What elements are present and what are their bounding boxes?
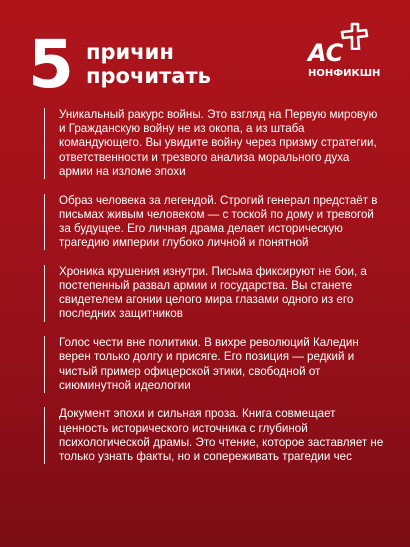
cross-figure-icon [338, 22, 374, 50]
logo-subtitle: НОНФИКШН [308, 68, 381, 79]
big-number: 5 [28, 26, 74, 103]
publisher-logo [308, 22, 380, 88]
title-line-2: прочитать [86, 64, 211, 88]
reason-item: Голос чести вне политики. В вихре революций Каледин верен только долгу и присяге. Его позиция — редкий и чистый пример офицерской этики, свободной от сиюминутной идеологии [44, 336, 384, 393]
title-line-1: причин [86, 40, 174, 64]
reason-item: Образ человека за легендой. Строгий генерал предстаёт в письмах живым человеком — с тоской по дому и тревогой за будущее. Его личная драма делает историческую трагедию империи глубоко личной и понятной [44, 194, 384, 251]
page-title [86, 40, 211, 88]
reason-item: Уникальный ракурс войны. Это взгляд на Первую мировую и Гражданскую войну не из окопа, а из штаба командующего. Вы увидите войну через призму стратегии, ответственности и трезвого анализа морального духа армии на изломе эпохи [44, 108, 384, 179]
logo-mark: АС [308, 39, 343, 67]
reasons-list [44, 108, 384, 479]
header [28, 26, 382, 103]
reason-item: Документ эпохи и сильная проза. Книга совмещает ценность исторического источника с глубиной психологической драмы. Это чтение, которое заставляет не только узнать факты, но и сопереживать трагедии чес [44, 407, 384, 464]
reason-item: Хроника крушения изнутри. Письма фиксируют не бои, а постепенный развал армии и государства. Вы станете свидетелем агонии целого мира глазами одного из его последних защитников [44, 265, 384, 322]
